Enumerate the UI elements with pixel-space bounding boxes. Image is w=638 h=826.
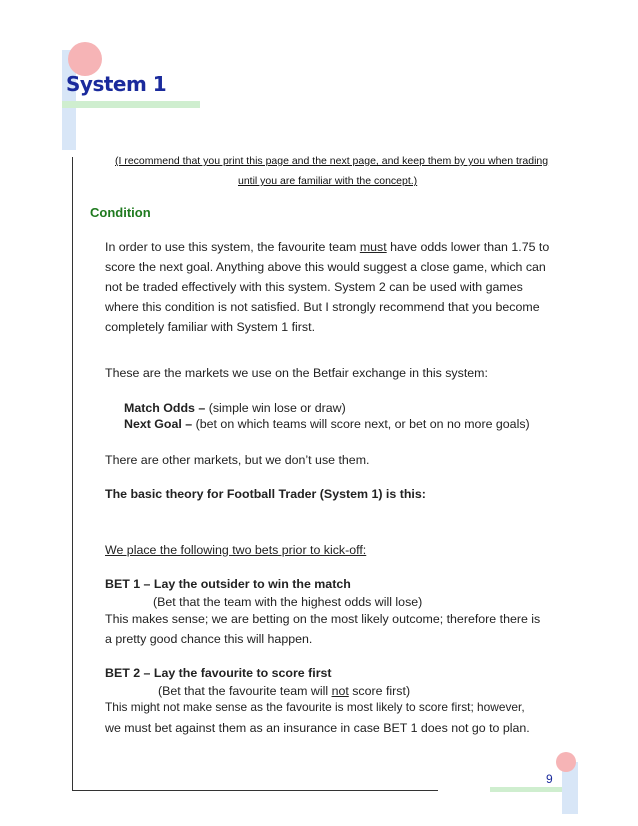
market-item-match-odds [124, 401, 346, 415]
page-title: System 1 [66, 72, 167, 96]
frame-left-rule [72, 157, 73, 791]
market-desc: (bet on which teams will score next, or bet on no more goals) [192, 417, 530, 431]
decorative-circle [68, 42, 102, 76]
market-desc: (simple win lose or draw) [205, 401, 346, 415]
bet1-title: BET 1 – Lay the outsider to win the match [105, 577, 351, 591]
condition-text-after: have odds lower than 1.75 to score the next goal. Anything above this would suggest a close game, which can not be traded effectively with this system. System 2 can be used with games where this condition is not satisfied. But I strongly recommend that you become completely familiar with System 1 first. [105, 240, 550, 334]
markets-intro: These are the markets we use on the Betfair exchange in this system: [105, 366, 488, 380]
bet2-explanation-line-2: we must bet against them as an insurance in case BET 1 does not go to plan. [105, 721, 530, 735]
market-name: Next Goal – [124, 417, 193, 431]
bet2-sub-before: (Bet that the favourite team will [158, 684, 332, 698]
bet2-sub-emphasis: not [331, 684, 349, 698]
bet2-subtitle [158, 684, 410, 698]
bet1-subtitle: (Bet that the team with the highest odds will lose) [153, 595, 423, 609]
bet1-explanation-line-2: a pretty good chance this will happen. [105, 632, 313, 646]
frame-bottom-rule [72, 790, 438, 791]
theory-heading: The basic theory for Football Trader (System 1) is this: [105, 487, 426, 501]
other-markets-note: There are other markets, but we don’t use them. [105, 453, 370, 467]
market-name: Match Odds – [124, 401, 206, 415]
decorative-horizontal-bar [62, 101, 200, 108]
market-item-next-goal [124, 417, 530, 431]
condition-text-emphasis: must [359, 240, 387, 254]
bets-intro: We place the following two bets prior to kick-off: [105, 543, 367, 557]
bet2-sub-after: score first) [348, 684, 411, 698]
bet2-explanation-line-1: This might not make sense as the favourite is most likely to score first; however, [105, 700, 525, 714]
page-number: 9 [546, 772, 553, 786]
print-note-line-1: (I recommend that you print this page and the next page, and keep them by you when trading [115, 155, 549, 167]
decorative-horizontal-bar-bottom [490, 787, 562, 792]
condition-heading: Condition [90, 205, 151, 220]
decorative-circle-bottom [556, 752, 576, 772]
bet2-title: BET 2 – Lay the favourite to score first [105, 666, 332, 680]
condition-paragraph [105, 237, 555, 337]
condition-text-before: In order to use this system, the favourite team [105, 240, 360, 254]
bet1-explanation-line-1: This makes sense; we are betting on the most likely outcome; therefore there is [105, 612, 541, 626]
print-note-line-2: until you are familiar with the concept.) [238, 175, 418, 187]
